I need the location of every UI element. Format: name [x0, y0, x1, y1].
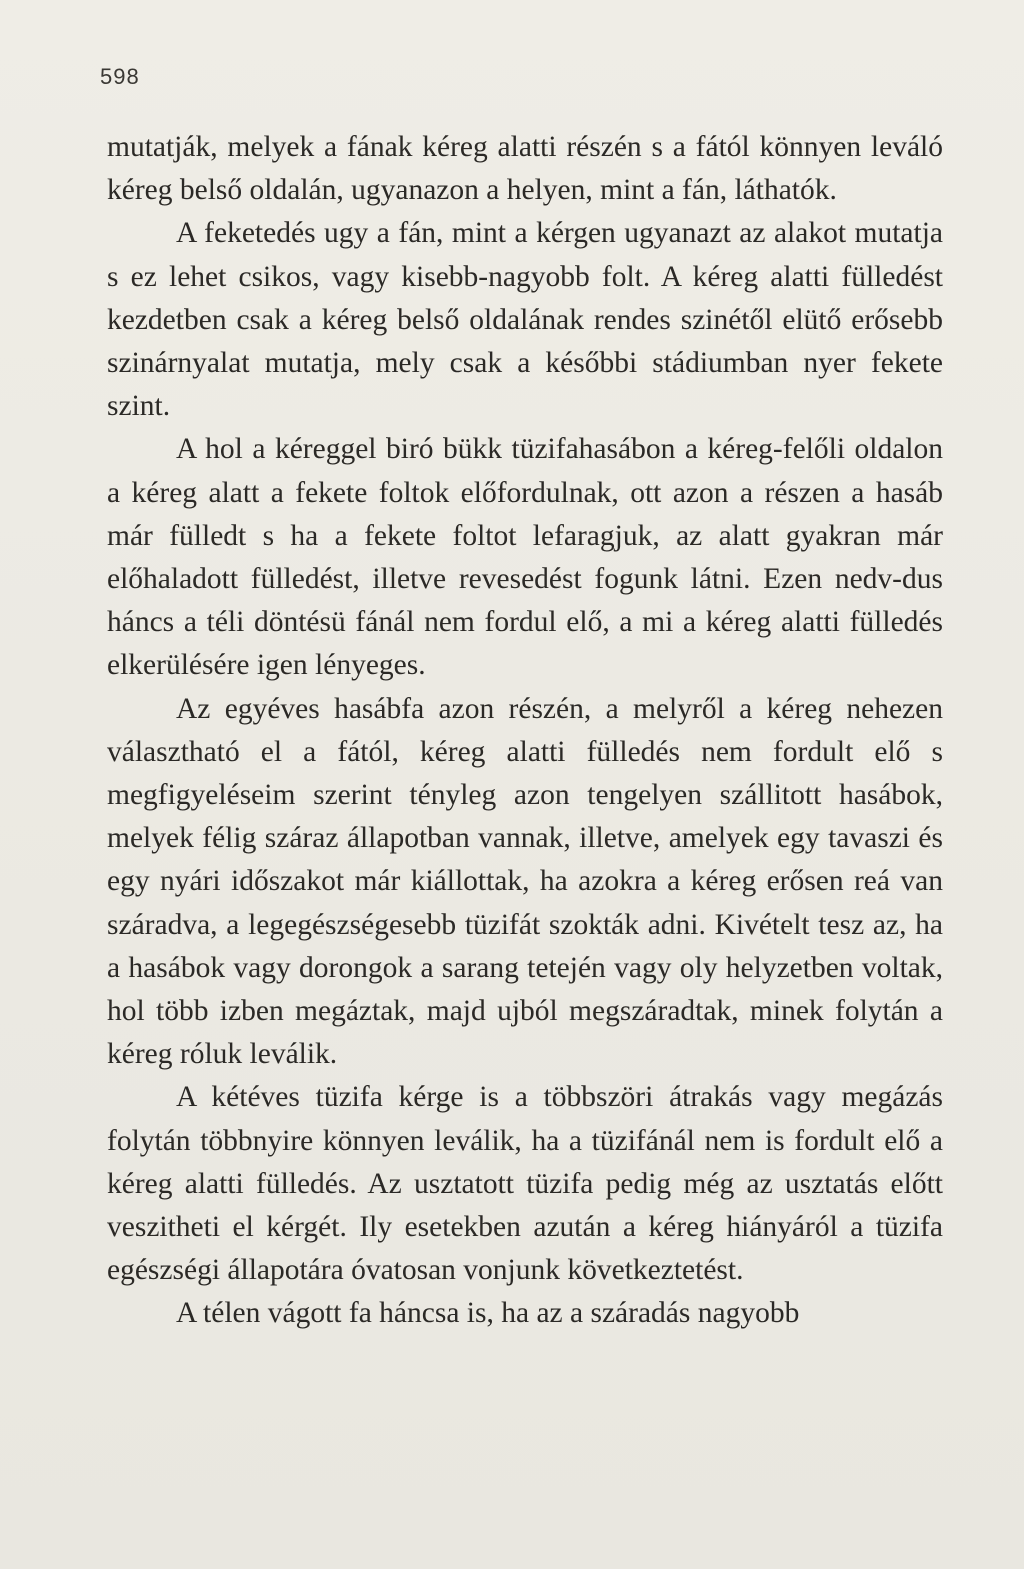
paragraph-5: A kétéves tüzifa kérge is a többszöri átrakás vagy megázás folytán többnyire könnyen leválik, ha a tüzifánál nem is fordult elő a kéreg alatti fülledés. Az usztatott tüzifa pedig még az usztatás előtt veszitheti el kérgét. Ily esetekben azután a kéreg hiányáról a tüzifa egészségi állapotára óvatosan vonjunk következtetést. [107, 1081, 943, 1287]
paragraph-2: A feketedés ugy a fán, mint a kérgen ugyanazt az alakot mutatja s ez lehet csikos, vagy kisebb-nagyobb folt. A kéreg alatti fülledést kezdetben csak a kéreg belső oldalának rendes szinétől elütő erősebb szinárnyalat mutatja, mely csak a későbbi stádiumban nyer fekete szint. [107, 217, 943, 423]
paragraph-6: A télen vágott fa háncsa is, ha az a száradás nagyobb [176, 1297, 800, 1330]
paragraph-4: Az egyéves hasábfa azon részén, a melyről a kéreg nehezen választható el a fától, kéreg alatti fülledés nem fordult elő s megfigyeléseim szerint tényleg azon tengelyen szállitott hasábok, melyek félig száraz állapotban vannak, illetve, amelyek egy tavaszi és egy nyári időszakot már kiállottak, ha azokra a kéreg erősen reá van száradva, a legegészségesebb tüzifát szokták adni. Kivételt tesz az, ha a hasábok vagy dorongok a sarang tetején vagy oly helyzetben voltak, hol több izben megáztak, majd ujból megszáradtak, minek folytán a kéreg róluk leválik. [107, 692, 943, 1071]
body-text [107, 126, 943, 1336]
paragraph-1: mutatják, melyek a fának kéreg alatti részén s a fától könnyen leváló kéreg belső oldalán, ugyanazon a helyen, mint a fán, láthatók. [107, 131, 943, 207]
page-number: 598 [100, 64, 140, 89]
paragraph-3: A hol a kéreggel biró bükk tüzifahasábon a kéreg-felőli oldalon a kéreg alatt a fekete foltok előfordulnak, ott azon a részen a hasáb már fülledt s ha a fekete foltot lefaragjuk, az alatt gyakran már előhaladott fülledést, illetve revesedést fogunk látni. Ezen nedv-dus háncs a téli döntésü fánál nem fordul elő, a mi a kéreg alatti fülledés elkerülésére igen lényeges. [107, 433, 943, 682]
